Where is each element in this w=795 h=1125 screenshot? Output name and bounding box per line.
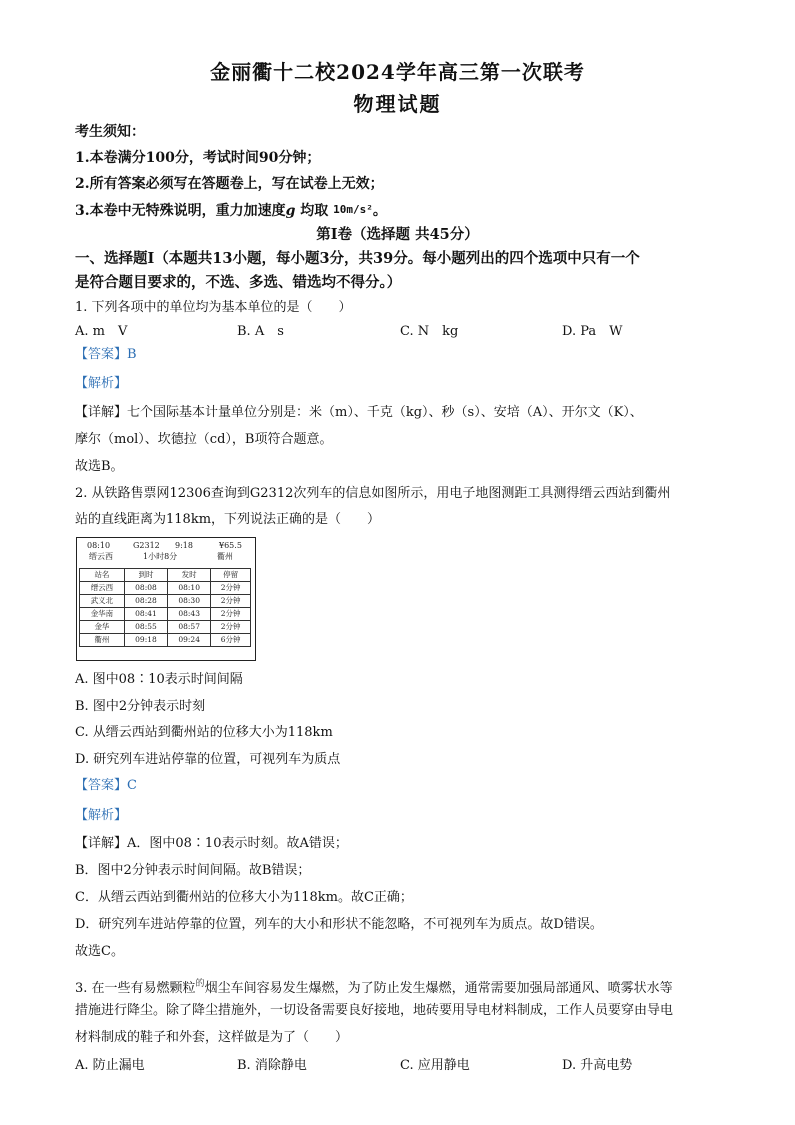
timetable-header-row (80, 569, 251, 582)
ticket-to-station: 衢州 (217, 552, 233, 561)
ticket-price: ¥65.5 (219, 541, 242, 550)
q2-detail-b: B．图中2分钟表示时间间隔。故B错误； (75, 863, 311, 878)
q1-answer: 【答案】B (75, 347, 137, 362)
ticket-duration: 1小时8分 (143, 552, 178, 561)
arrive-time: 08:55 (124, 621, 167, 634)
q2-detail-d: D．研究列车进站停靠的位置，列车的大小和形状不能忽略，不可视列车为质点。故D错误。 (75, 917, 603, 932)
q3-stem-line3: 材料制成的鞋子和外套，这样做是为了（ ） (75, 1030, 349, 1045)
timetable-col-station: 站名 (80, 569, 125, 582)
arrive-time: 08:28 (124, 595, 167, 608)
timetable-col-depart: 发时 (168, 569, 211, 582)
arrive-time: 09:18 (124, 634, 167, 647)
q3-option-d: D. 升高电势 (562, 1058, 633, 1073)
station-name: 金华南 (80, 608, 125, 621)
timetable (79, 568, 251, 647)
depart-time: 08:57 (168, 621, 211, 634)
table-row (80, 634, 251, 647)
q3-stem-line1: 3. 在一些有易燃颗粒$^的$烟尘车间容易发生爆燃，为了防止发生爆燃，通常需要加强局部通风、喷雾状水等 (75, 979, 673, 996)
q3-option-a: A. 防止漏电 (75, 1058, 145, 1073)
depart-time: 08:10 (168, 582, 211, 595)
ticket-depart-time: 08:10 (87, 541, 111, 550)
station-name: 金华 (80, 621, 125, 634)
depart-time: 08:30 (168, 595, 211, 608)
station-name: 武义北 (80, 595, 125, 608)
ticket-train-number: G2312 (133, 541, 160, 550)
q1-stem: 1. 下列各项中的单位均为基本单位的是（ ） (75, 300, 352, 315)
q2-option-c: C. 从缙云西站到衢州站的位移大小为118km (75, 725, 333, 740)
volume-title: 第Ⅰ卷（选择题 共45分） (316, 226, 479, 243)
notice-item-2: 2.所有答案必须写在答题卷上，写在试卷上无效； (75, 176, 384, 192)
q1-option-a: A. m V (75, 324, 128, 339)
section-instructions-line2: 是符合题目要求的，不选、多选、错选均不得分。） (75, 274, 402, 291)
ticket-header (77, 540, 255, 564)
q2-option-d: D. 研究列车进站停靠的位置，可视列车为质点 (75, 752, 341, 767)
q1-conclusion: 故选B。 (75, 459, 124, 474)
q1-analysis-label: 【解析】 (75, 376, 128, 391)
arrive-time: 08:08 (124, 582, 167, 595)
stop-duration: 6分钟 (211, 634, 251, 647)
table-row (80, 582, 251, 595)
q2-stem-line2: 站的直线距离为118km，下列说法正确的是（ ） (75, 512, 381, 527)
q1-option-d: D. Pa W (562, 324, 623, 339)
notice-item-3: 3.本卷中无特殊说明，重力加速度g 均取 10m/s²。 (75, 203, 387, 219)
q1-option-c: C. N kg (400, 324, 459, 339)
q2-detail-c: C．从缙云西站到衢州站的位移大小为118km。故C正确； (75, 890, 413, 905)
ticket-arrive-time: 9:18 (175, 541, 193, 550)
q3-stem-line2: 措施进行降尘。除了降尘措施外，一切设备需要良好接地，地砖要用导电材料制成，工作人员要穿由导电 (75, 1003, 674, 1018)
q2-option-b: B. 图中2分钟表示时刻 (75, 699, 206, 714)
q2-analysis-label: 【解析】 (75, 808, 128, 823)
depart-time: 08:43 (168, 608, 211, 621)
stop-duration: 2分钟 (211, 595, 251, 608)
q2-detail-a: 【详解】A．图中08∶10表示时刻。故A错误； (75, 836, 348, 851)
q1-detail-line2: 摩尔（mol）、坎德拉（cd），B项符合题意。 (75, 432, 333, 447)
arrive-time: 08:41 (124, 608, 167, 621)
depart-time: 09:24 (168, 634, 211, 647)
section-instructions-line1: 一、选择题Ⅰ（本题共13小题，每小题3分，共39分。每小题列出的四个选项中只有一个 (75, 250, 640, 267)
timetable-col-stop: 停留 (211, 569, 251, 582)
q1-detail-line1: 【详解】七个国际基本计量单位分别是：米（m）、千克（kg）、秒（s）、安培（A）、开尔文（K）、 (75, 405, 643, 420)
q2-option-a: A. 图中08∶10表示时间间隔 (75, 672, 243, 687)
q2-stem-line1: 2. 从铁路售票网12306查询到G2312次列车的信息如图所示，用电子地图测距工具测得缙云西站到衢州 (75, 486, 671, 501)
gravity-value: 10m/s² (333, 203, 373, 216)
gravity-symbol: g (285, 203, 296, 219)
ticket-from-station: 缙云西 (89, 552, 113, 561)
station-name: 缙云西 (80, 582, 125, 595)
stop-duration: 2分钟 (211, 582, 251, 595)
exam-subject: 物理试题 (353, 92, 442, 116)
timetable-col-arrive: 到时 (124, 569, 167, 582)
table-row (80, 621, 251, 634)
exam-title: 金丽衢十二校2024学年高三第一次联考 (210, 60, 585, 84)
train-timetable-figure (76, 537, 256, 661)
table-row (80, 595, 251, 608)
q3-option-c: C. 应用静电 (400, 1058, 470, 1073)
notice-heading: 考生须知： (75, 124, 145, 140)
table-row (80, 608, 251, 621)
q2-conclusion: 故选C。 (75, 944, 124, 959)
stop-duration: 2分钟 (211, 608, 251, 621)
notice-item-1: 1.本卷满分100分，考试时间90分钟； (75, 150, 321, 166)
q1-option-b: B. A s (237, 324, 284, 339)
q2-answer: 【答案】C (75, 778, 137, 793)
station-name: 衢州 (80, 634, 125, 647)
q3-option-b: B. 消除静电 (237, 1058, 307, 1073)
stop-duration: 2分钟 (211, 621, 251, 634)
